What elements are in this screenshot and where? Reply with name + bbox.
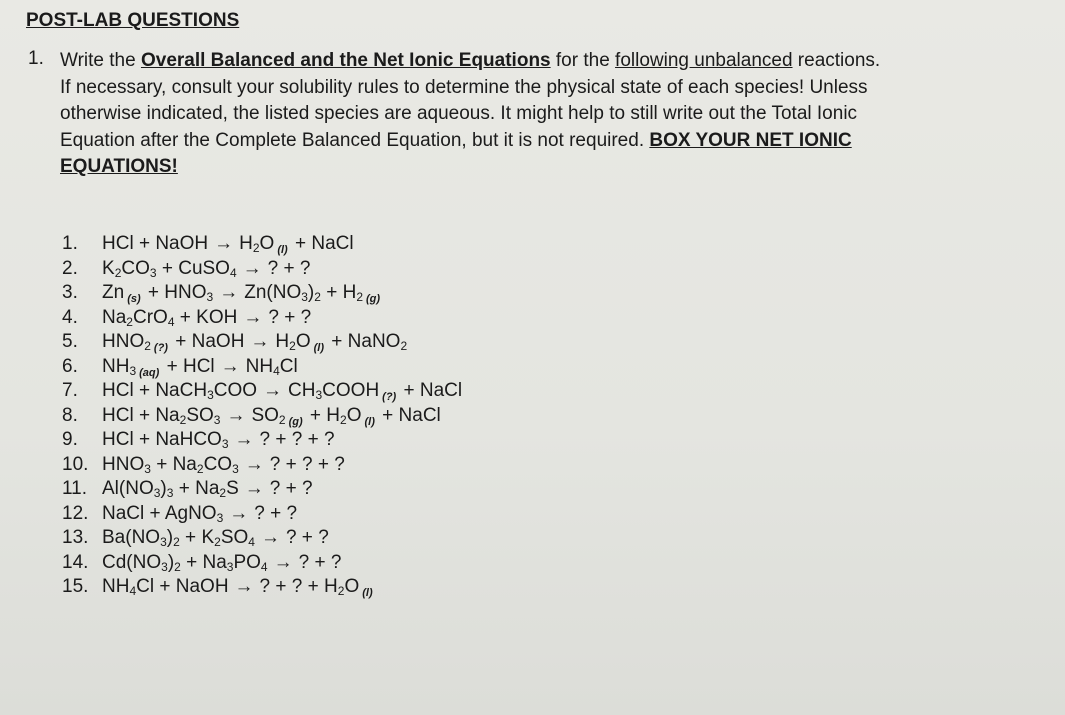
plus-sign: +: [302, 429, 324, 450]
plus-sign: +: [280, 453, 302, 475]
formula-text: SO: [251, 404, 279, 426]
formula-text: KOH: [196, 306, 238, 328]
subscript: 3: [207, 388, 214, 402]
formula-text: CO: [121, 257, 150, 279]
formula-text: K: [201, 527, 215, 548]
equation-number: 6.: [62, 355, 78, 377]
formula-text: H: [275, 331, 290, 352]
formula-text: ?: [330, 551, 342, 573]
instruction-underline: following unbalanced: [615, 50, 793, 71]
equation-item: [62, 232, 462, 257]
formula-text: SO: [186, 404, 214, 426]
formula-text: ?: [285, 527, 297, 548]
equation-number: 5.: [62, 331, 78, 352]
equation-number: 7.: [62, 380, 78, 401]
subscript: 3: [153, 486, 161, 500]
formula-text: ?: [299, 257, 311, 279]
equation-item: [62, 404, 462, 429]
equation-item: [62, 330, 462, 355]
equation-number: 2.: [62, 257, 78, 279]
reaction-arrow: →: [244, 453, 264, 475]
plus-sign: +: [133, 380, 156, 401]
plus-sign: +: [309, 551, 331, 573]
formula-text: HCl: [182, 355, 215, 377]
equation-number: 12.: [62, 502, 89, 524]
subscript: 2: [126, 314, 133, 329]
formula-text: CH: [288, 380, 316, 401]
instruction-line-5: EQUATIONS!: [60, 156, 178, 177]
instruction-text: Write the: [60, 50, 141, 71]
instruction-text: for the: [550, 50, 616, 71]
formula-text: ): [160, 478, 167, 499]
formula-text: ): [167, 551, 175, 573]
reaction-arrow: →: [242, 257, 262, 279]
formula-text: NaNO: [347, 331, 401, 352]
page-heading: POST-LAB QUESTIONS: [26, 10, 240, 31]
subscript: 4: [229, 265, 237, 280]
instruction-line-4: [60, 128, 1055, 155]
equation-number: 15.: [62, 576, 89, 597]
reaction-arrow: →: [219, 282, 239, 303]
subscript: 4: [129, 584, 137, 598]
plus-sign: +: [278, 306, 301, 328]
equation-item: [62, 355, 462, 380]
equation-item: [62, 477, 462, 502]
plus-sign: +: [169, 331, 192, 352]
reaction-arrow: →: [226, 404, 246, 426]
instruction-emphasis: Overall Balanced and the Net Ionic Equations: [140, 50, 551, 71]
formula-text: NaCl: [311, 233, 354, 254]
formula-text: ?: [286, 502, 298, 524]
formula-text: HNO: [102, 331, 145, 352]
subscript: 3: [221, 437, 229, 451]
subscript: 3: [144, 461, 151, 476]
formula-text: O: [295, 331, 311, 352]
equation-item: [62, 502, 462, 527]
plus-sign: +: [174, 306, 197, 328]
instruction-emphasis: BOX YOUR NET IONIC: [649, 129, 852, 151]
instruction-line-1: [60, 48, 1055, 75]
plus-sign: +: [173, 478, 196, 499]
plus-sign: +: [150, 453, 173, 475]
formula-text: HCl: [102, 429, 134, 450]
plus-sign: +: [270, 576, 292, 597]
formula-text: ?: [259, 576, 271, 597]
formula-text: HNO: [164, 282, 207, 303]
formula-text: NaOH: [175, 576, 229, 597]
formula-text: NH: [102, 576, 130, 597]
formula-text: Na: [102, 306, 127, 328]
formula-text: ?: [269, 478, 281, 499]
physical-state: (s): [127, 293, 141, 305]
formula-text: NaCl: [419, 380, 463, 401]
formula-text: CrO: [132, 306, 168, 328]
formula-text: S: [226, 478, 239, 499]
equation-item: [62, 281, 462, 306]
subscript: 2: [337, 584, 345, 598]
plus-sign: +: [289, 233, 312, 254]
formula-text: O: [259, 233, 275, 254]
formula-text: NaCl: [102, 502, 145, 524]
formula-text: NH: [102, 355, 130, 377]
reaction-arrow: →: [243, 306, 263, 328]
subscript: 3: [232, 461, 239, 476]
plus-sign: +: [154, 576, 176, 597]
physical-state: (?): [382, 391, 397, 403]
equation-item: [62, 526, 462, 551]
subscript: 2: [179, 412, 187, 427]
subscript: 3: [129, 363, 137, 378]
plus-sign: +: [179, 527, 202, 548]
equation-number: 9.: [62, 429, 78, 450]
plus-sign: +: [296, 527, 319, 548]
physical-state: (g): [366, 293, 381, 305]
formula-text: NH: [245, 355, 274, 377]
subscript: 2: [219, 486, 227, 500]
subscript: 3: [160, 535, 167, 549]
formula-text: H: [324, 576, 338, 597]
subscript: 3: [213, 412, 221, 427]
formula-text: ?: [334, 453, 345, 475]
formula-text: ?: [298, 551, 310, 573]
formula-text: ): [166, 527, 174, 548]
formula-text: Na: [202, 551, 227, 573]
plus-sign: +: [320, 282, 343, 303]
formula-text: H: [239, 233, 253, 254]
subscript: 2: [173, 535, 180, 549]
subscript: 2: [196, 461, 204, 476]
subscript: 4: [248, 535, 255, 549]
formula-text: Cd(NO: [102, 551, 162, 573]
subscript: 2: [252, 241, 260, 255]
formula-text: HNO: [102, 453, 145, 475]
subscript: 2: [340, 412, 347, 427]
plus-sign: +: [133, 429, 156, 450]
formula-text: H: [342, 282, 357, 303]
plus-sign: +: [264, 502, 287, 524]
plus-sign: +: [280, 478, 302, 499]
plus-sign: +: [142, 282, 165, 303]
formula-text: Na: [195, 478, 220, 499]
equation-list: [62, 232, 462, 600]
equation-item: [62, 575, 462, 600]
formula-text: ?: [291, 576, 303, 597]
plus-sign: +: [270, 429, 292, 450]
physical-state: (l): [313, 342, 325, 354]
formula-text: AgNO: [164, 502, 217, 524]
formula-text: ?: [300, 306, 312, 328]
equation-number: 13.: [62, 527, 89, 548]
formula-text: ?: [269, 453, 281, 475]
equation-number: 4.: [62, 306, 78, 328]
formula-text: ?: [318, 527, 329, 548]
formula-text: NaCH: [155, 380, 208, 401]
physical-state: (l): [362, 587, 373, 599]
formula-text: SO: [220, 527, 249, 548]
formula-text: HCl: [102, 380, 134, 401]
plus-sign: +: [180, 551, 203, 573]
formula-text: HCl: [102, 233, 134, 254]
subscript: 2: [314, 290, 321, 304]
formula-text: ?: [259, 429, 271, 450]
instruction-line-2: If necessary, consult your solubility rules to determine the physical state of each species! Unless: [60, 76, 868, 98]
formula-text: CuSO: [178, 257, 230, 279]
subscript: 2: [114, 265, 122, 280]
formula-text: ?: [268, 306, 279, 328]
physical-state: (g): [288, 415, 303, 428]
plus-sign: +: [161, 355, 183, 377]
formula-text: Cl: [279, 355, 298, 377]
physical-state: (l): [364, 415, 375, 428]
question-number: 1.: [28, 48, 44, 69]
subscript: 3: [161, 559, 168, 574]
subscript: 3: [301, 290, 308, 304]
physical-state: (aq): [139, 366, 160, 379]
equation-item: [62, 306, 462, 331]
instruction-text: reactions.: [792, 50, 881, 71]
formula-text: HCl: [102, 404, 134, 426]
reaction-arrow: →: [260, 527, 280, 548]
reaction-arrow: →: [220, 355, 240, 377]
subscript: 2: [214, 535, 221, 549]
plus-sign: +: [304, 404, 327, 426]
equation-item: [62, 379, 462, 404]
reaction-arrow: →: [244, 478, 264, 499]
formula-text: Zn: [102, 282, 125, 303]
instruction-line-3: otherwise indicated, the listed species are aqueous. It might help to still write out the Total Ionic: [60, 103, 858, 124]
equation-number: 10.: [62, 453, 89, 475]
subscript: 2: [289, 339, 296, 353]
subscript: 3: [226, 559, 234, 574]
subscript: 3: [206, 290, 214, 304]
reaction-arrow: →: [263, 380, 283, 401]
reaction-arrow: →: [234, 576, 254, 597]
instruction-text: Equation after the Complete Balanced Equation, but it is not required.: [60, 129, 650, 151]
plus-sign: +: [312, 453, 335, 475]
plus-sign: +: [326, 331, 348, 352]
subscript: 3: [149, 265, 157, 280]
equation-number: 8.: [62, 404, 78, 426]
equation-number: 1.: [62, 233, 78, 254]
physical-state: (l): [277, 244, 288, 256]
formula-text: NaOH: [155, 233, 209, 254]
subscript: 4: [273, 363, 280, 378]
formula-text: ?: [324, 429, 335, 450]
plus-sign: +: [133, 233, 156, 254]
reaction-arrow: →: [250, 331, 270, 352]
plus-sign: +: [278, 257, 300, 279]
question-instructions: [60, 48, 1055, 181]
subscript: 4: [167, 314, 175, 329]
subscript: 2: [174, 559, 181, 574]
formula-text: ?: [254, 502, 265, 524]
subscript: 2: [400, 339, 408, 353]
formula-text: Na: [155, 404, 180, 426]
formula-text: Ba(NO: [102, 527, 161, 548]
formula-text: Cl: [136, 576, 155, 597]
subscript: 2: [356, 290, 363, 304]
formula-text: K: [102, 257, 115, 279]
plus-sign: +: [302, 576, 325, 597]
reaction-arrow: →: [214, 233, 234, 254]
formula-text: O: [346, 404, 362, 426]
plus-sign: +: [398, 380, 420, 401]
formula-text: ?: [267, 257, 279, 279]
equation-item: [62, 453, 462, 478]
reaction-arrow: →: [234, 429, 254, 450]
formula-text: O: [344, 576, 360, 597]
reaction-arrow: →: [229, 502, 249, 524]
formula-text: NaCl: [398, 404, 441, 426]
formula-text: ?: [291, 429, 303, 450]
equation-item: [62, 551, 462, 576]
formula-text: H: [326, 404, 341, 426]
subscript: 3: [315, 388, 323, 402]
formula-text: ): [307, 282, 315, 303]
equation-item: [62, 257, 462, 282]
reaction-arrow: →: [273, 551, 293, 573]
plus-sign: +: [156, 257, 179, 279]
subscript: 4: [260, 559, 268, 574]
formula-text: COOH: [322, 380, 380, 401]
formula-text: COO: [213, 380, 258, 401]
subscript: 2: [278, 412, 286, 427]
equation-item: [62, 428, 462, 453]
physical-state: (?): [153, 342, 168, 354]
formula-text: NaOH: [191, 331, 245, 352]
formula-text: Al(NO: [102, 478, 154, 499]
subscript: 2: [144, 339, 151, 353]
formula-text: Zn(NO: [244, 282, 302, 303]
formula-text: NaHCO: [155, 429, 222, 450]
formula-text: CO: [203, 453, 233, 475]
plus-sign: +: [144, 502, 165, 524]
subscript: 3: [166, 486, 174, 500]
plus-sign: +: [133, 404, 156, 426]
equation-number: 3.: [62, 282, 78, 303]
subscript: 3: [216, 510, 224, 525]
equation-number: 14.: [62, 551, 89, 573]
plus-sign: +: [376, 404, 399, 426]
formula-text: PO: [233, 551, 261, 573]
formula-text: ?: [302, 478, 313, 499]
equation-number: 11.: [62, 478, 88, 499]
formula-text: ?: [301, 453, 313, 475]
formula-text: Na: [172, 453, 197, 475]
